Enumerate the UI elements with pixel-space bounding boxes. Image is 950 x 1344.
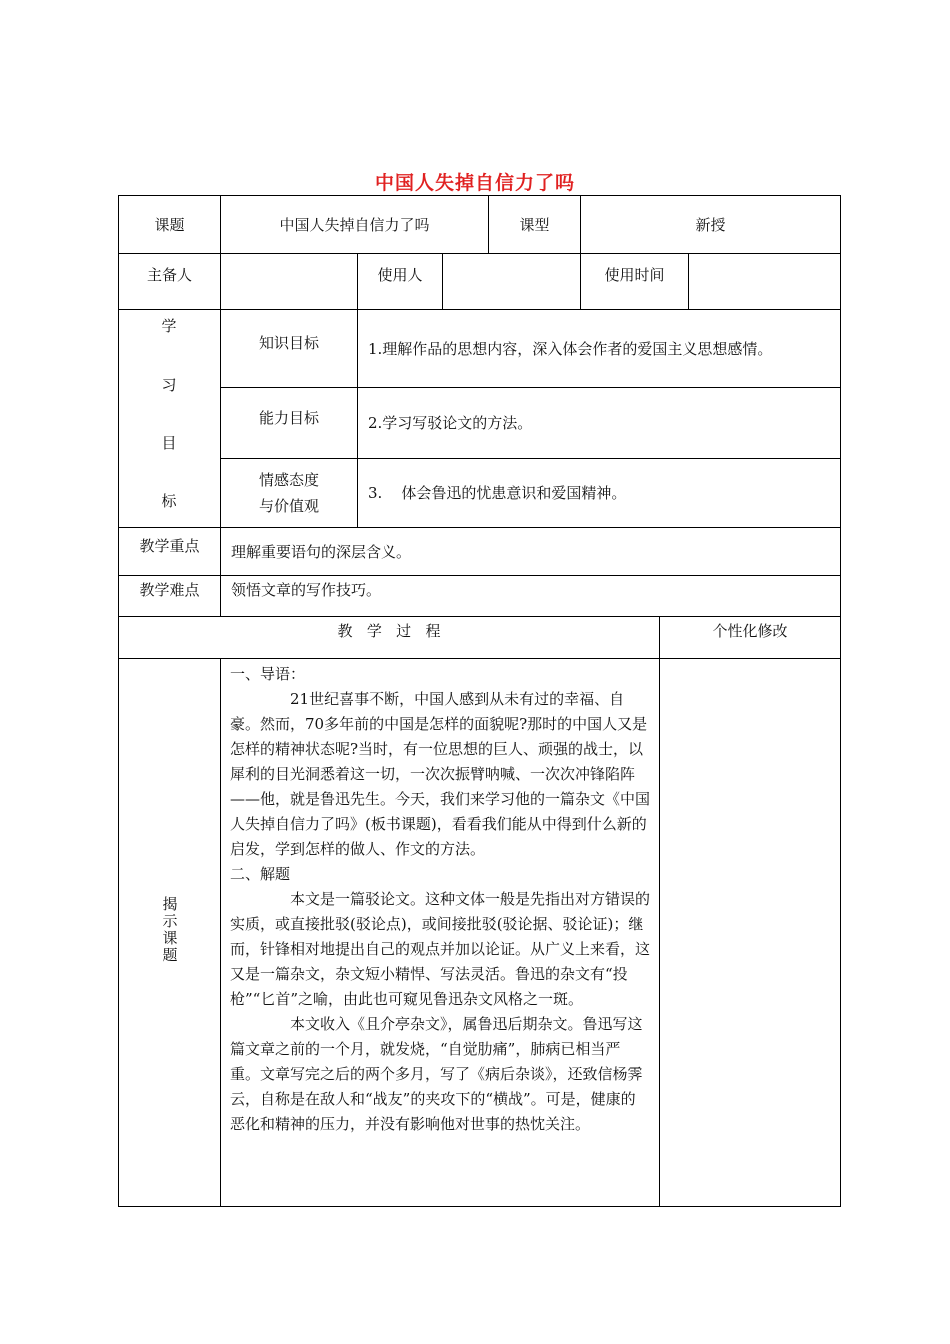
row-line <box>118 658 841 659</box>
attitude-goal-content: 3. 体会鲁迅的忧患意识和爱国精神。 <box>368 484 627 502</box>
row-line <box>118 1206 841 1207</box>
lesson-type-value: 新授 <box>695 215 726 234</box>
key-point-label: 教学重点 <box>139 537 200 555</box>
col-line <box>659 616 660 1207</box>
section-content <box>230 662 650 1137</box>
lesson-type-label: 课型 <box>519 215 550 234</box>
col-line <box>118 195 119 1207</box>
attitude-goal-label-line2: 与价值观 <box>258 497 319 515</box>
heading-intro: 一、导语： <box>230 665 306 683</box>
goals-label-char: 标 <box>161 492 177 510</box>
attitude-goal-label <box>221 459 357 527</box>
preparer-value <box>221 254 357 296</box>
paragraph: 21世纪喜事不断，中国人感到从未有过的幸福、自豪。然而，70多年前的中国是怎样的面貌呢?那时的中国人又是怎样的精神状态呢?当时，有一位思想的巨人、顽强的战士，以犀利的目光洞悉着这一切，一次次振臂呐喊、一次次冲锋陷阵——他，就是鲁迅先生。今天，我们来学习他的一篇杂文《中国人失掉自信力了吗》(板书课题)，看看我们能从中得到什么新的启发，学到怎样的做人、作文的方法。 <box>230 690 651 858</box>
ability-goal-label: 能力目标 <box>258 409 319 427</box>
topic-value: 中国人失掉自信力了吗 <box>279 215 430 234</box>
ability-goal-content: 2.学习写驳论文的方法。 <box>368 414 533 432</box>
user-label: 使用人 <box>377 266 423 284</box>
page-title: 中国人失掉自信力了吗 <box>374 172 575 194</box>
preparer-label: 主备人 <box>146 266 192 284</box>
use-time-value <box>689 254 840 296</box>
user-value <box>443 254 580 296</box>
key-point-content: 理解重要语句的深层含义。 <box>231 542 412 561</box>
row-line <box>118 616 841 617</box>
paragraph: 本文收入《且介亭杂文》，属鲁迅后期杂文。鲁迅写这篇文章之前的一个月，就发烧，“自觉肋痛”，肺病已相当严重。文章写完之后的两个多月，写了《病后杂谈》，还致信杨霁云，自称是在敌人和“战友”的夹攻下的“横战”。可是，健康的恶化和精神的压力，并没有影响他对世事的热忱关注。 <box>230 1015 643 1133</box>
knowledge-goal-label: 知识目标 <box>258 334 319 352</box>
paragraph: 本文是一篇驳论文。这种文体一般是先指出对方错误的实质，或直接批驳(驳论点)，或间接批驳(驳论据、驳论证)；继而，针锋相对地提出自己的观点并加以论证。从广义上来看，这又是一篇杂文，杂文短小精悍、写法灵活。鲁迅的杂文有“投枪”“匕首”之喻，由此也可窥见鲁迅杂文风格之一斑。 <box>230 890 651 1008</box>
col-line <box>220 658 221 1207</box>
goals-label-char: 目 <box>161 434 177 452</box>
topic-label: 课题 <box>154 215 185 234</box>
goals-label-char: 学 <box>161 317 177 335</box>
difficulty-content: 领悟文章的写作技巧。 <box>231 581 382 599</box>
difficulty-label: 教学难点 <box>139 581 200 599</box>
goals-label-char: 习 <box>161 376 177 394</box>
heading-title-explanation: 二、解题 <box>230 865 291 883</box>
use-time-label: 使用时间 <box>604 266 665 284</box>
teaching-process-header: 教 学 过 程 <box>337 622 441 640</box>
col-line <box>840 195 841 1207</box>
section-label: 揭 示 课 题 <box>162 895 178 964</box>
knowledge-goal-content: 1.理解作品的思想内容，深入体会作者的爱国主义思想感情。 <box>368 339 773 358</box>
row-line <box>118 575 841 576</box>
attitude-goal-label-line1: 情感态度 <box>258 471 319 489</box>
personalized-edit-header: 个性化修改 <box>712 622 788 640</box>
